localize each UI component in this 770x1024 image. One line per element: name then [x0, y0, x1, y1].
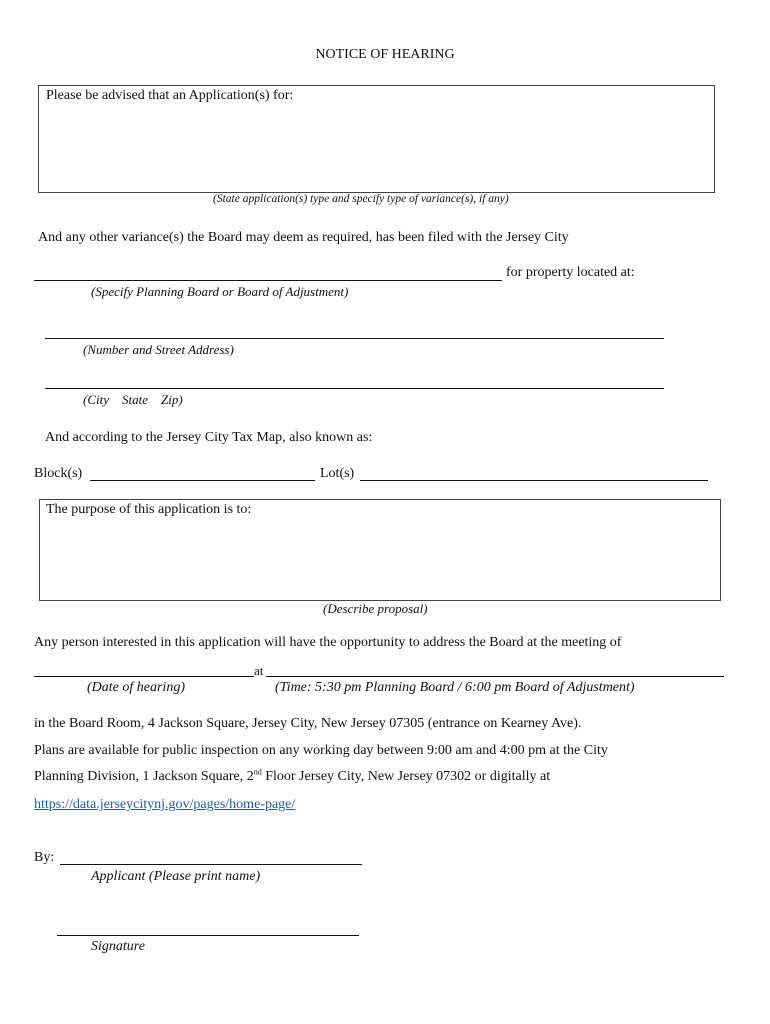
applicant-caption: Applicant (Please print name): [91, 869, 261, 884]
signature-caption: Signature: [91, 939, 145, 954]
division-after: Floor Jersey City, New Jersey 07302 or digitally at: [261, 769, 551, 784]
page-title: NOTICE OF HEARING: [315, 47, 455, 62]
hearing-time-line[interactable]: [266, 676, 724, 677]
application-box-label: Please be advised that an Application(s) for:: [46, 88, 294, 103]
street-address-caption: (Number and Street Address): [83, 342, 234, 357]
purpose-box-caption: (Describe proposal): [323, 601, 428, 616]
board-name-line[interactable]: [34, 280, 502, 281]
purpose-box[interactable]: [39, 499, 721, 601]
applicant-name-line[interactable]: [60, 864, 362, 865]
block-label: Block(s): [34, 466, 83, 481]
street-address-line[interactable]: [45, 338, 664, 339]
division-before: Planning Division, 1 Jackson Square, 2: [34, 769, 254, 784]
hearing-date-line[interactable]: [34, 676, 254, 677]
planning-division-text: [34, 769, 550, 785]
hearing-date-caption: (Date of hearing): [87, 680, 185, 695]
board-line-caption: (Specify Planning Board or Board of Adjustment): [91, 284, 349, 299]
lot-label: Lot(s): [320, 466, 355, 481]
division-sup: nd: [253, 767, 262, 777]
data-portal-link[interactable]: https://data.jerseycitynj.gov/pages/home-page/: [34, 797, 296, 812]
lot-line[interactable]: [360, 480, 708, 481]
meeting-text: Any person interested in this application will have the opportunity to address the Board at the meeting of: [34, 635, 622, 650]
city-state-zip-line[interactable]: [45, 388, 664, 389]
block-line[interactable]: [90, 480, 315, 481]
tax-map-text: And according to the Jersey City Tax Map, also known as:: [45, 430, 373, 445]
variance-text: And any other variance(s) the Board may deem as required, has been filed with the Jersey City: [38, 230, 569, 245]
by-label: By:: [34, 850, 55, 865]
board-room-text: in the Board Room, 4 Jackson Square, Jersey City, New Jersey 07305 (entrance on Kearney Ave).: [34, 716, 582, 731]
application-box-caption: (State application(s) type and specify type of variance(s), if any): [213, 193, 509, 205]
plans-text: Plans are available for public inspection on any working day between 9:00 am and 4:00 pm at the City: [34, 743, 608, 758]
purpose-box-label: The purpose of this application is to:: [46, 502, 252, 517]
signature-line[interactable]: [57, 935, 359, 936]
city-state-zip-caption: (City State Zip): [83, 392, 183, 407]
hearing-time-caption: (Time: 5:30 pm Planning Board / 6:00 pm Board of Adjustment): [275, 680, 635, 695]
board-line-suffix: for property located at:: [506, 265, 635, 280]
at-label: at: [254, 663, 264, 678]
application-type-box[interactable]: [38, 85, 715, 193]
